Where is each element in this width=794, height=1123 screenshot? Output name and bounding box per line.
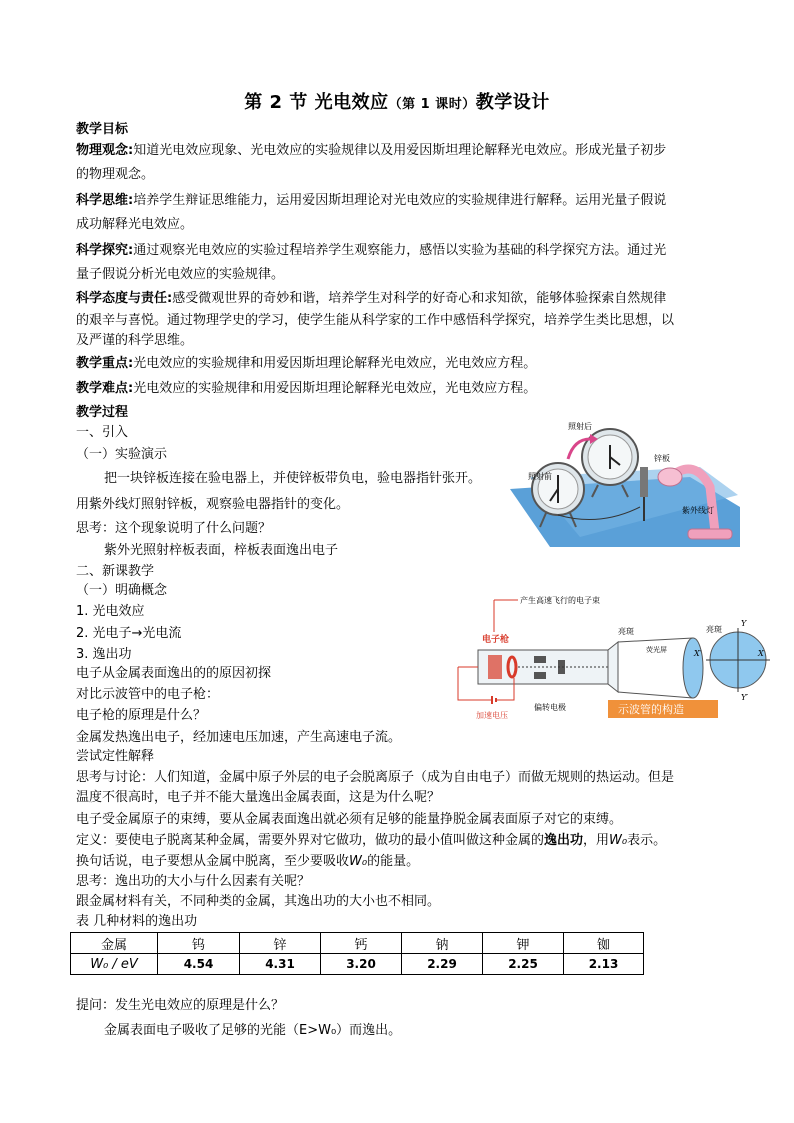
discussion-1: 思考与讨论：人们知道，金属中原子外层的电子会脱离原子（成为自由电子）而做无规则的热运动。但是 xyxy=(76,770,675,785)
goal-label: 物理观念: xyxy=(76,143,134,158)
think-question-2: 思考：逸出功的大小与什么因素有关呢？ xyxy=(76,874,311,889)
section-new: 二、新课教学 xyxy=(76,564,155,579)
label-uv: 紫外线灯 xyxy=(682,506,714,515)
cone-top xyxy=(618,638,693,642)
goal-label: 科学态度与责任: xyxy=(76,291,173,306)
concept-1: 1. 光电效应 xyxy=(76,604,145,619)
def-text: ，用 xyxy=(583,833,610,848)
tube-neck xyxy=(608,642,618,692)
process-heading: 教学过程 xyxy=(76,405,129,420)
table-cell: 4.54 xyxy=(158,954,240,975)
key-label: 教学重点: xyxy=(76,356,134,371)
think-question-1: 思考：这个现象说明了什么问题？ xyxy=(76,521,272,536)
label-axis-y2: Y′ xyxy=(741,693,749,702)
zinc-plate xyxy=(640,467,648,497)
gun-answer: 金属发热逸出电子，经加速电压加速，产生高速电子流。 xyxy=(76,730,402,745)
swap-text: 换句话说，电子要想从金属中脱离，至少要吸收 xyxy=(76,854,350,869)
cone-bottom xyxy=(618,692,693,698)
table-header-cell: W₀ / eV xyxy=(71,954,158,975)
goal-label: 科学思维: xyxy=(76,193,134,208)
label-spot1: 亮斑 xyxy=(618,627,634,636)
goal-label: 科学探究: xyxy=(76,243,134,258)
table-cell: 2.29 xyxy=(402,954,483,975)
demo-text-1: 把一块锌板连接在验电器上，并使锌板带负电，验电器指针张开。 xyxy=(104,471,482,486)
gun-question: 电子枪的原理是什么？ xyxy=(76,708,207,723)
label-before: 照射前 xyxy=(528,472,552,481)
goal-attitude-cont1: 的艰辛与喜悦。通过物理学史的学习，使学生能从科学家的工作中感悟科学探究，培养学生类比思想，以 xyxy=(76,313,675,328)
def-symbol: W₀ xyxy=(609,833,628,848)
goal-physics-cont: 的物理观念。 xyxy=(76,167,155,182)
ask-question: 提问：发生光电效应的原理是什么？ xyxy=(76,998,285,1013)
table-cell: 钨 xyxy=(158,933,240,954)
table-row xyxy=(71,954,644,975)
key-text: 光电效应的实验规律和用爱因斯坦理论解释光电效应，光电效应方程。 xyxy=(133,356,537,371)
goal-physics xyxy=(76,142,666,160)
key-point xyxy=(76,355,536,373)
goal-thinking xyxy=(76,192,666,210)
oscilloscope-figure xyxy=(448,592,778,726)
goal-text: 知道光电效应现象、光电效应的实验规律以及用爱因斯坦理论解释光电效应。形成光量子初步 xyxy=(133,143,667,158)
label-accel: 加速电压 xyxy=(476,711,508,720)
think-answer-2: 跟金属材料有关，不同种类的金属，其逸出功的大小也不相同。 xyxy=(76,894,441,909)
table-caption: 表 几种材料的逸出功 xyxy=(76,914,198,929)
title-sub: （第 1 课时） xyxy=(388,97,476,112)
section-intro: 一、引入 xyxy=(76,425,129,440)
label-axis-y: Y xyxy=(741,619,747,628)
subsection-concepts: （一）明确概念 xyxy=(76,583,168,598)
page-title xyxy=(0,88,794,114)
title-tail: 教学设计 xyxy=(475,92,550,113)
concept-3: 3. 逸出功 xyxy=(76,647,132,662)
label-after: 照射后 xyxy=(568,422,592,431)
deflector-y xyxy=(534,656,546,663)
def-text: 表示。 xyxy=(627,833,667,848)
table-row xyxy=(71,933,644,954)
label-zinc: 锌板 xyxy=(654,454,670,463)
think-answer-1: 紫外光照射梓板表面，梓板表面逸出电子 xyxy=(104,543,339,558)
goal-text: 通过观察光电效应的实验过程培养学生观察能力，感悟以实验为基础的科学探究方法。通过光 xyxy=(133,243,667,258)
diff-label: 教学难点: xyxy=(76,381,134,396)
label-screen: 荧光屏 xyxy=(646,646,667,654)
in-other-words xyxy=(76,853,419,871)
cathode xyxy=(488,655,502,679)
goal-text: 培养学生辩证思维能力，运用爱因斯坦理论对光电效应的实验规律进行解释。运用光量子假说 xyxy=(133,193,667,208)
screen xyxy=(683,638,703,698)
try-heading: 尝试定性解释 xyxy=(76,749,155,764)
goal-attitude xyxy=(76,290,666,308)
difficult-point xyxy=(76,380,536,398)
work-function-table xyxy=(70,932,644,975)
table-cell: 钠 xyxy=(402,933,483,954)
def-text: 定义：要使电子脱离某种金属，需要外界对它做功，做功的最小值叫做这种金属的 xyxy=(76,833,545,848)
subsection-demo: （一）实验演示 xyxy=(76,447,168,462)
title-main: 第 2 节 光电效应 xyxy=(244,92,389,113)
label-axis-x2: X′ xyxy=(694,649,702,658)
table-cell: 锌 xyxy=(240,933,321,954)
goal-text: 感受微观世界的奇妙和谐，培养学生对科学的好奇心和求知欲，能够体验探索自然规律 xyxy=(172,291,667,306)
goals-heading: 教学目标 xyxy=(76,122,129,137)
demo-text-2: 用紫外线灯照射锌板，观察验电器指针的变化。 xyxy=(76,497,350,512)
table-cell: 2.25 xyxy=(483,954,564,975)
goal-thinking-cont: 成功解释光电效应。 xyxy=(76,217,194,232)
label-plates: 偏转电极 xyxy=(534,703,566,712)
table-cell: 2.13 xyxy=(564,954,644,975)
cause-heading: 电子从金属表面逸出的的原因初探 xyxy=(76,666,272,681)
table-cell: 钙 xyxy=(321,933,402,954)
compare-text: 对比示波管中的电子枪： xyxy=(76,687,220,702)
diff-text: 光电效应的实验规律和用爱因斯坦理论解释光电效应，光电效应方程。 xyxy=(133,381,537,396)
swap-symbol: W₀ xyxy=(349,854,368,869)
concept-2: 2. 光电子→光电流 xyxy=(76,626,182,641)
deflector-y2 xyxy=(534,672,546,679)
goal-inquiry-cont: 量子假说分析光电效应的实验规律。 xyxy=(76,267,285,282)
figure-caption: 示波管的构造 xyxy=(618,703,684,716)
def-term: 逸出功 xyxy=(544,833,584,848)
ask-answer: 金属表面电子吸收了足够的光能（E>W₀）而逸出。 xyxy=(104,1023,402,1038)
definition xyxy=(76,832,666,850)
discussion-2: 温度不很高时，电子并不能大量逸出金属表面，这是为什么呢？ xyxy=(76,790,441,805)
label-axis-x: X xyxy=(758,649,764,658)
goal-inquiry xyxy=(76,242,666,260)
uv-experiment-figure xyxy=(510,417,740,547)
table-cell: 铷 xyxy=(564,933,644,954)
label-beam: 产生高速飞行的电子束 xyxy=(520,596,600,605)
binding-text: 电子受金属原子的束缚，要从金属表面逸出就必须有足够的能量挣脱金属表面原子对它的束缚。 xyxy=(76,812,623,827)
table-cell: 钾 xyxy=(483,933,564,954)
label-gun: 电子枪 xyxy=(482,635,510,645)
table-header-cell: 金属 xyxy=(71,933,158,954)
swap-text: 的能量。 xyxy=(367,854,420,869)
goal-attitude-cont2: 及严谨的科学思维。 xyxy=(76,333,194,348)
table-cell: 3.20 xyxy=(321,954,402,975)
label-spot2: 亮斑 xyxy=(706,625,722,634)
table-cell: 4.31 xyxy=(240,954,321,975)
